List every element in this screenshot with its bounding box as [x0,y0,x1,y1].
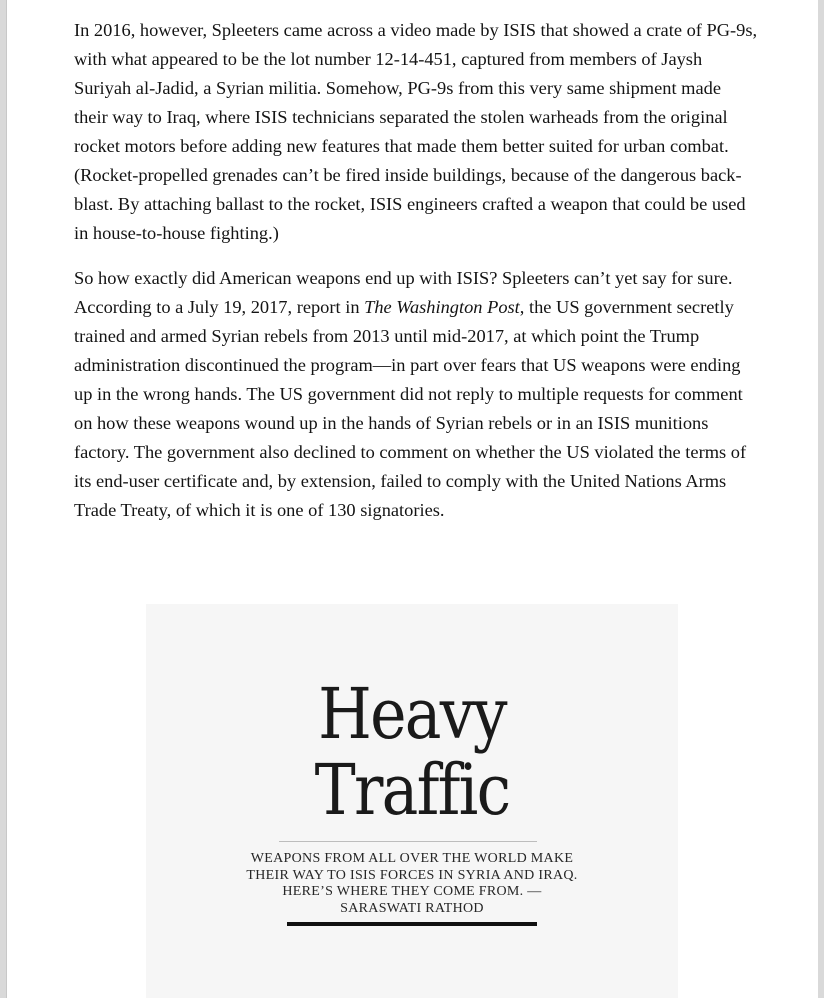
document-page [6,0,818,998]
figure-caption: WEAPONS FROM ALL OVER THE WORLD MAKE THEIR WAY TO ISIS FORCES IN SYRIA AND IRAQ. HERE’S WHERE THEY COME FROM. — SARASWATI RATHOD [246,851,578,916]
figure-title-line-2: Traffic [314,749,510,831]
paragraph-2-part-1: So how exactly did American weapons end up with ISIS? Spleeters can’t yet say for sure. According to a July 19, 2017, report in [74,268,733,317]
figure-divider-thin [279,841,537,842]
figure-divider-thick [287,922,537,926]
figure-title-line-1: Heavy [318,673,506,755]
paragraph-2 [74,264,758,525]
publication-name: The Washington Post [364,297,520,317]
article-body [74,16,758,541]
page-edge [6,0,7,998]
paragraph-2-part-2: , the US government secretly trained and armed Syrian rebels from 2013 until mid-2017, at which point the Trump administration discontinued the program—in part over fears that US weapons were ending up in the wrong hands. The US government did not reply to multiple requests for comment on how these weapons wound up in the hands of Syrian rebels or in an ISIS munitions factory. The government also declined to comment on whether the US violated the terms of its end-user certificate and, by extension, failed to comply with the United Nations Arms Trade Treaty, of which it is one of 130 signatories. [74,297,747,520]
heavy-traffic-figure [146,604,678,998]
paragraph-1: In 2016, however, Spleeters came across a video made by ISIS that showed a crate of PG-9s, with what appeared to be the lot number 12-14-451, captured from members of Jaysh Suriyah al-Jadid, a Syrian militia. Somehow, PG-9s from this very same shipment made their way to Iraq, where ISIS technicians separated the stolen warheads from the original rocket motors before adding new features that made them better suited for urban combat. (Rocket-propelled grenades can’t be fired inside buildings, because of the dangerous back-blast. By attaching ballast to the rocket, ISIS engineers crafted a weapon that could be used in house-to-house fighting.) [74,20,758,243]
